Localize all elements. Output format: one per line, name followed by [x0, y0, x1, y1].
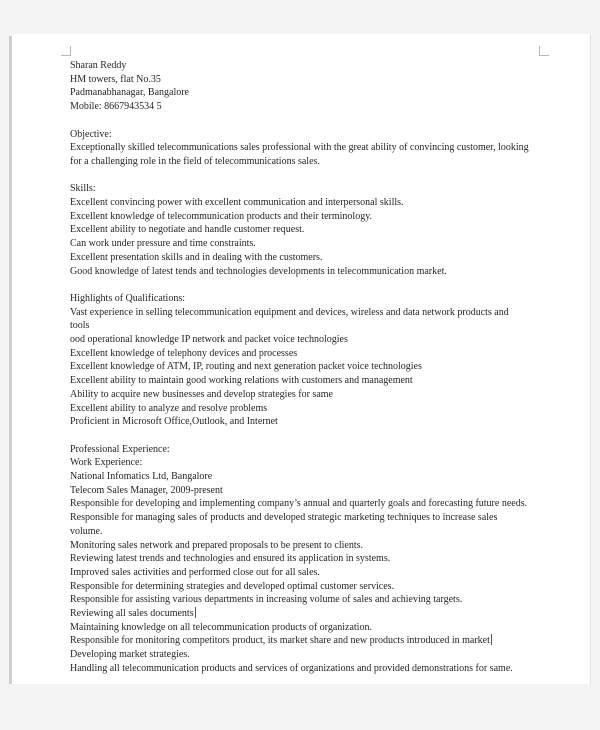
- experience-subheading: Work Experience:: [70, 457, 143, 469]
- experience-item-text: Reviewing all sales documents: [70, 608, 194, 620]
- skills-item: Excellent knowledge of telecommunication products and their terminology.: [70, 210, 373, 222]
- experience-item: Responsible for developing and implementing company’s annual and quarterly goals and forecasting future needs.: [70, 498, 528, 510]
- experience-item: Responsible for managing sales of products and developed strategic marketing techniques to increase sales: [70, 512, 498, 524]
- experience-item-text: Responsible for monitoring competitors product, its market share and new products introduced in market: [70, 635, 490, 647]
- skills-item: Can work under pressure and time constraints.: [70, 238, 256, 250]
- experience-item-with-cursor: [70, 634, 550, 648]
- highlights-item: tools: [70, 320, 90, 332]
- experience-item: Maintaining knowledge on all telecommunication products of organization.: [70, 621, 372, 633]
- margin-corner-top-left-icon: [61, 46, 71, 56]
- highlights-item: Proficient in Microsoft Office,Outlook, and Internet: [70, 416, 278, 428]
- skills-item: Excellent convincing power with excellent communication and interpersonal skills.: [70, 197, 404, 208]
- experience-item: volume.: [70, 525, 103, 537]
- experience-company: National Infomatics Ltd, Bangalore: [70, 471, 213, 483]
- document-body[interactable]: [70, 59, 550, 676]
- contact-name: Sharan Reddy: [70, 60, 127, 71]
- document-page[interactable]: [12, 34, 591, 684]
- skills-item: Good knowledge of latest tends and technologies developments in telecommunication market.: [70, 265, 447, 277]
- highlights-item: Vast experience in selling telecommunication equipment and devices, wireless and data network products and: [70, 306, 509, 318]
- experience-item: Monitoring sales network and prepared proposals to be present to clients.: [70, 539, 363, 551]
- contact-mobile: Mobile: 8667943534 5: [70, 101, 162, 113]
- margin-corner-top-right-icon: [539, 46, 549, 56]
- skills-heading: Skills:: [70, 183, 96, 195]
- skills-item: Excellent ability to negotiate and handle customer request.: [70, 224, 305, 236]
- experience-item: Responsible for assisting various departments in increasing volume of sales and achieving targets.: [70, 594, 463, 606]
- contact-address-line-1: HM towers, flat No.35: [70, 73, 161, 85]
- experience-item: Developing market strategies.: [70, 649, 190, 661]
- text-cursor: [195, 607, 196, 618]
- objective-text-line-2: for a challenging role in the field of telecommunications sales.: [70, 155, 320, 167]
- experience-item: Reviewing latest trends and technologies and ensured its application in systems.: [70, 553, 391, 565]
- highlights-item: ood operational knowledge IP network and packet voice technologies: [70, 334, 348, 346]
- experience-item: Responsible for determining strategies and developed optimal customer services.: [70, 580, 395, 592]
- highlights-item: Ability to acquire new businesses and develop strategies for same: [70, 388, 333, 400]
- highlights-item: Excellent ability to analyze and resolve problems: [70, 402, 268, 414]
- highlights-item: Excellent knowledge of ATM, IP, routing and next generation packet voice technologies: [70, 361, 422, 373]
- experience-item: Improved sales activities and performed close out for all sales.: [70, 566, 320, 578]
- highlights-item: Excellent knowledge of telephony devices and processes: [70, 347, 298, 359]
- text-cursor: [491, 634, 492, 645]
- objective-text-line-1: Exceptionally skilled telecommunications sales professional with the great ability of convincing customer, looking: [70, 142, 529, 154]
- highlights-item: Excellent ability to maintain good working relations with customers and management: [70, 375, 413, 387]
- highlights-heading: Highlights of Qualifications:: [70, 292, 185, 304]
- skills-item: Excellent presentation skills and in dealing with the customers.: [70, 251, 323, 263]
- experience-item: Handling all telecommunication products and services of organizations and provided demonstrations for same.: [70, 662, 513, 674]
- objective-heading: Objective:: [70, 128, 112, 140]
- experience-item-with-cursor: [70, 607, 550, 621]
- experience-role: Telecom Sales Manager, 2009-present: [70, 484, 223, 496]
- experience-heading: Professional Experience:: [70, 443, 170, 455]
- contact-address-line-2: Padmanabhanagar, Bangalore: [70, 87, 189, 99]
